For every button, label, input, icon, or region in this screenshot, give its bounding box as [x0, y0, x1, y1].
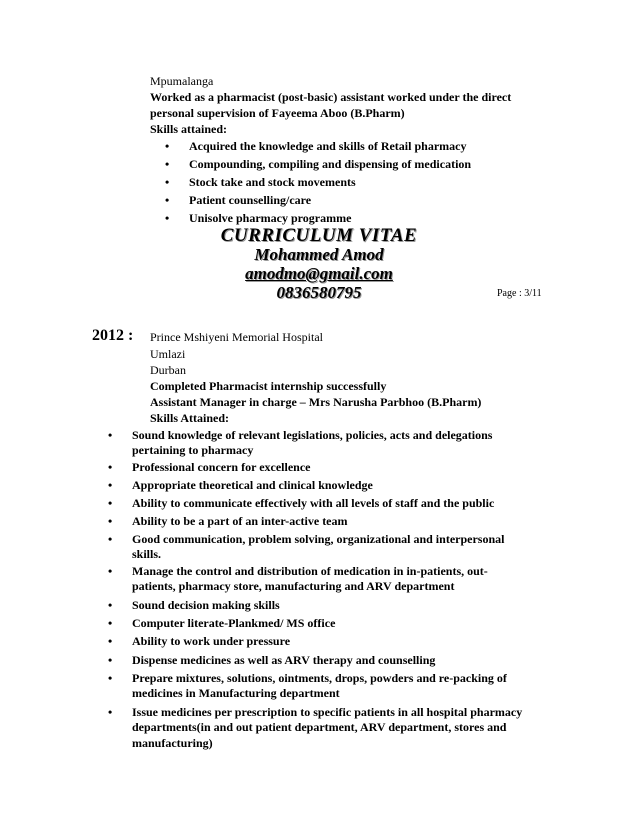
location-text: Mpumalanga — [150, 74, 214, 88]
list-item-text: Compounding, compiling and dispensing of medication — [189, 157, 472, 171]
list-item-text: Professional concern for excellence — [132, 460, 311, 474]
list-item-text: Ability to work under pressure — [132, 634, 291, 648]
list-item-text: departments(in and out patient department, ARV department, stores and — [132, 720, 507, 734]
bullet-icon: • — [165, 175, 170, 189]
bullet-icon: • — [165, 211, 170, 225]
list-item-text: Stock take and stock movements — [189, 175, 356, 189]
list-item-text: Patient counselling/care — [189, 193, 312, 207]
bullet-icon: • — [108, 428, 113, 442]
list-item-text: medicines in Manufacturing department — [132, 686, 340, 700]
manager-line: Assistant Manager in charge – Mrs Narusha Parbhoo (B.Pharm) — [150, 395, 482, 409]
candidate-name: Mohammed Amod — [254, 245, 384, 264]
bullet-icon: • — [108, 564, 113, 578]
bullet-icon: • — [108, 496, 113, 510]
bullet-icon: • — [108, 671, 113, 685]
skills-heading: Skills attained: — [150, 122, 228, 136]
city-text: Umlazi — [150, 347, 186, 361]
list-item-text: Acquired the knowledge and skills of Retail pharmacy — [189, 139, 467, 153]
bullet-icon: • — [108, 705, 113, 719]
list-item-text: skills. — [132, 547, 162, 561]
description-line-2: personal supervision of Fayeema Aboo (B.Pharm) — [150, 106, 405, 120]
bullet-icon: • — [165, 157, 170, 171]
list-item-text: Computer literate-Plankmed/ MS office — [132, 616, 336, 630]
page-number: Page : 3/11 — [497, 288, 542, 299]
list-item-text: manufacturing) — [132, 736, 213, 750]
internship-line: Completed Pharmacist internship successfully — [150, 379, 387, 393]
bullet-icon: • — [108, 598, 113, 612]
bullet-icon: • — [108, 653, 113, 667]
hospital-name: Prince Mshiyeni Memorial Hospital — [150, 330, 323, 344]
description-line-1: Worked as a pharmacist (post-basic) assistant worked under the direct — [150, 90, 512, 104]
list-item-text: Manage the control and distribution of medication in in-patients, out- — [132, 564, 488, 578]
region-text: Durban — [150, 363, 186, 377]
bullet-icon: • — [108, 532, 113, 546]
list-item-text: Dispense medicines as well as ARV therapy and counselling — [132, 653, 436, 667]
list-item-text: Good communication, problem solving, organizational and interpersonal — [132, 532, 505, 546]
list-item-text: pertaining to pharmacy — [132, 443, 254, 457]
bullet-icon: • — [108, 634, 113, 648]
list-item-text: Ability to communicate effectively with all levels of staff and the public — [132, 496, 495, 510]
list-item-text: Issue medicines per prescription to specific patients in all hospital pharmacy — [132, 705, 523, 719]
list-item-text: Ability to be a part of an inter-active team — [132, 514, 348, 528]
list-item-text: Prepare mixtures, solutions, ointments, drops, powders and re-packing of — [132, 671, 507, 685]
bullet-icon: • — [165, 193, 170, 207]
bullet-icon: • — [108, 460, 113, 474]
phone-text: 0836580795 — [276, 283, 362, 302]
bullet-icon: • — [165, 139, 170, 153]
list-item-text: Sound decision making skills — [132, 598, 280, 612]
list-item-text: Appropriate theoretical and clinical knowledge — [132, 478, 373, 492]
list-item-text: patients, pharmacy store, manufacturing and ARV department — [132, 579, 455, 593]
bullet-icon: • — [108, 514, 113, 528]
cv-title: CURRICULUM VITAE — [220, 225, 418, 246]
list-item-text: Sound knowledge of relevant legislations, policies, acts and delegations — [132, 428, 493, 442]
year-label: 2012 : — [92, 327, 134, 344]
skills-attained-heading: Skills Attained: — [150, 411, 230, 425]
bullet-icon: • — [108, 478, 113, 492]
email-text: amodmo@gmail.com — [245, 264, 393, 283]
bullet-icon: • — [108, 616, 113, 630]
list-item-text: Unisolve pharmacy programme — [189, 211, 352, 225]
